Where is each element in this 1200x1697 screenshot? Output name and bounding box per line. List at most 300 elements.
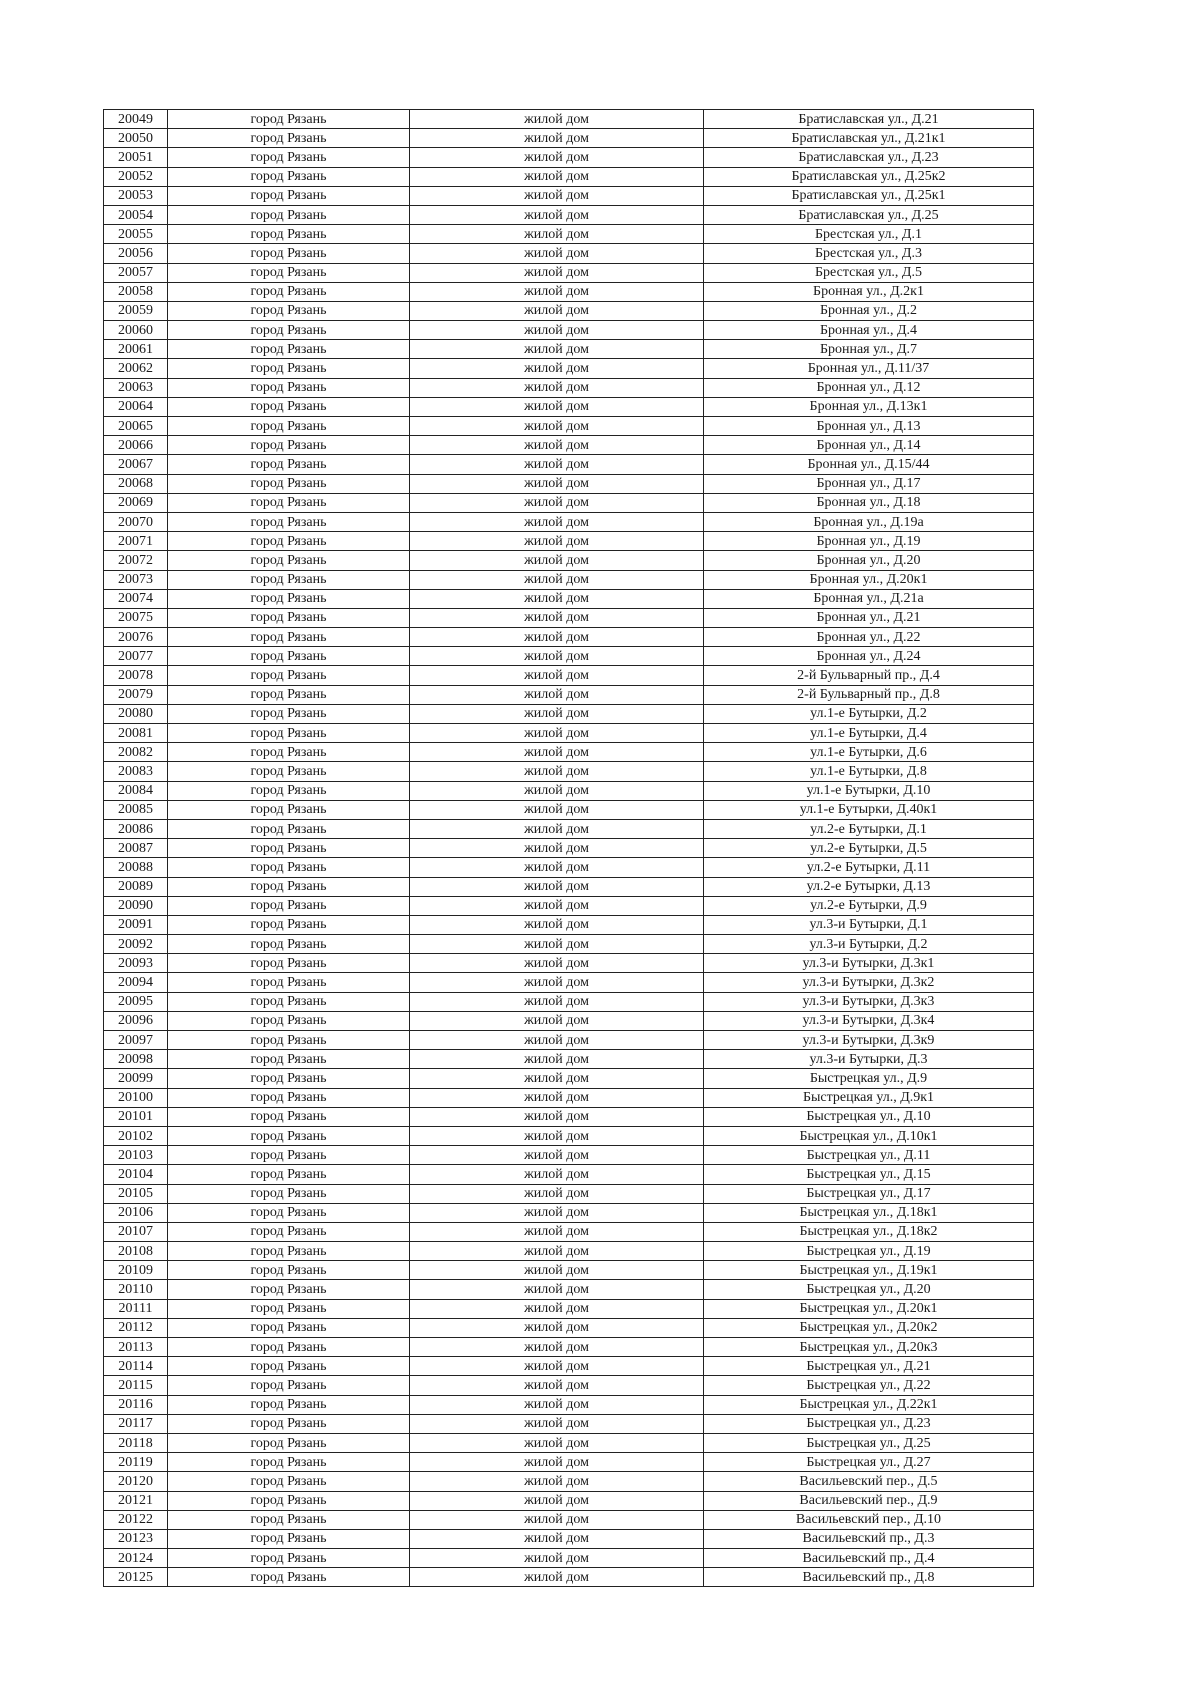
city-cell: город Рязань: [168, 1376, 410, 1395]
city-cell: город Рязань: [168, 1472, 410, 1491]
row-id-cell: 20089: [104, 877, 168, 896]
address-cell: Быстрецкая ул., Д.20к3: [704, 1338, 1034, 1357]
building-type-cell: жилой дом: [410, 647, 704, 666]
row-id-cell: 20081: [104, 724, 168, 743]
row-id-cell: 20113: [104, 1338, 168, 1357]
city-cell: город Рязань: [168, 762, 410, 781]
building-type-cell: жилой дом: [410, 1146, 704, 1165]
building-type-cell: жилой дом: [410, 1107, 704, 1126]
table-row: [104, 512, 1034, 531]
city-cell: город Рязань: [168, 570, 410, 589]
city-cell: город Рязань: [168, 110, 410, 129]
table-row: [104, 839, 1034, 858]
building-type-cell: жилой дом: [410, 1261, 704, 1280]
address-cell: Братиславская ул., Д.23: [704, 148, 1034, 167]
city-cell: город Рязань: [168, 781, 410, 800]
row-id-cell: 20062: [104, 359, 168, 378]
building-type-cell: жилой дом: [410, 1376, 704, 1395]
table-row: [104, 1414, 1034, 1433]
address-cell: Бронная ул., Д.13к1: [704, 397, 1034, 416]
table-row: [104, 263, 1034, 282]
table-row: [104, 148, 1034, 167]
table-row: [104, 205, 1034, 224]
address-cell: Бронная ул., Д.20: [704, 551, 1034, 570]
row-id-cell: 20109: [104, 1261, 168, 1280]
address-cell: Быстрецкая ул., Д.20к2: [704, 1318, 1034, 1337]
address-cell: Васильевский пр., Д.3: [704, 1529, 1034, 1548]
building-type-cell: жилой дом: [410, 839, 704, 858]
city-cell: город Рязань: [168, 1395, 410, 1414]
building-type-cell: жилой дом: [410, 512, 704, 531]
row-id-cell: 20060: [104, 321, 168, 340]
city-cell: город Рязань: [168, 858, 410, 877]
city-cell: город Рязань: [168, 819, 410, 838]
address-cell: Васильевский пер., Д.10: [704, 1510, 1034, 1529]
row-id-cell: 20105: [104, 1184, 168, 1203]
city-cell: город Рязань: [168, 1184, 410, 1203]
city-cell: город Рязань: [168, 1491, 410, 1510]
building-type-cell: жилой дом: [410, 858, 704, 877]
table-row: [104, 589, 1034, 608]
table-row: [104, 877, 1034, 896]
city-cell: город Рязань: [168, 455, 410, 474]
address-cell: Бронная ул., Д.18: [704, 493, 1034, 512]
row-id-cell: 20092: [104, 935, 168, 954]
table-row: [104, 397, 1034, 416]
address-cell: Бронная ул., Д.19: [704, 532, 1034, 551]
row-id-cell: 20102: [104, 1126, 168, 1145]
row-id-cell: 20103: [104, 1146, 168, 1165]
address-cell: ул.3-и Бутырки, Д.1: [704, 915, 1034, 934]
address-cell: ул.1-е Бутырки, Д.40к1: [704, 800, 1034, 819]
city-cell: город Рязань: [168, 205, 410, 224]
city-cell: город Рязань: [168, 321, 410, 340]
building-type-cell: жилой дом: [410, 724, 704, 743]
building-type-cell: жилой дом: [410, 896, 704, 915]
row-id-cell: 20117: [104, 1414, 168, 1433]
address-cell: Бронная ул., Д.20к1: [704, 570, 1034, 589]
building-type-cell: жилой дом: [410, 1433, 704, 1452]
table-row: [104, 436, 1034, 455]
row-id-cell: 20088: [104, 858, 168, 877]
row-id-cell: 20061: [104, 340, 168, 359]
address-cell: Бронная ул., Д.14: [704, 436, 1034, 455]
table-row: [104, 282, 1034, 301]
address-cell: Бронная ул., Д.17: [704, 474, 1034, 493]
address-cell: Быстрецкая ул., Д.20к1: [704, 1299, 1034, 1318]
city-cell: город Рязань: [168, 666, 410, 685]
city-cell: город Рязань: [168, 1510, 410, 1529]
row-id-cell: 20095: [104, 992, 168, 1011]
building-type-cell: жилой дом: [410, 1414, 704, 1433]
building-type-cell: жилой дом: [410, 1395, 704, 1414]
address-cell: Братиславская ул., Д.21к1: [704, 129, 1034, 148]
city-cell: город Рязань: [168, 493, 410, 512]
row-id-cell: 20091: [104, 915, 168, 934]
table-row: [104, 1549, 1034, 1568]
address-cell: Бронная ул., Д.7: [704, 340, 1034, 359]
table-row: [104, 1242, 1034, 1261]
city-cell: город Рязань: [168, 877, 410, 896]
city-cell: город Рязань: [168, 1414, 410, 1433]
table-row: [104, 858, 1034, 877]
city-cell: город Рязань: [168, 896, 410, 915]
building-type-cell: жилой дом: [410, 1472, 704, 1491]
building-type-cell: жилой дом: [410, 1529, 704, 1548]
row-id-cell: 20053: [104, 186, 168, 205]
address-cell: Бронная ул., Д.2: [704, 301, 1034, 320]
building-type-cell: жилой дом: [410, 129, 704, 148]
row-id-cell: 20118: [104, 1433, 168, 1452]
table-row: [104, 1146, 1034, 1165]
row-id-cell: 20096: [104, 1011, 168, 1030]
table-row: [104, 110, 1034, 129]
city-cell: город Рязань: [168, 167, 410, 186]
row-id-cell: 20100: [104, 1088, 168, 1107]
city-cell: город Рязань: [168, 628, 410, 647]
building-type-cell: жилой дом: [410, 935, 704, 954]
building-type-cell: жилой дом: [410, 282, 704, 301]
row-id-cell: 20121: [104, 1491, 168, 1510]
city-cell: город Рязань: [168, 1338, 410, 1357]
table-row: [104, 186, 1034, 205]
building-type-cell: жилой дом: [410, 455, 704, 474]
building-type-cell: жилой дом: [410, 1549, 704, 1568]
row-id-cell: 20108: [104, 1242, 168, 1261]
address-cell: Брестская ул., Д.3: [704, 244, 1034, 263]
building-type-cell: жилой дом: [410, 397, 704, 416]
building-type-cell: жилой дом: [410, 551, 704, 570]
address-cell: Быстрецкая ул., Д.21: [704, 1357, 1034, 1376]
city-cell: город Рязань: [168, 148, 410, 167]
row-id-cell: 20122: [104, 1510, 168, 1529]
building-type-cell: жилой дом: [410, 1069, 704, 1088]
address-cell: Быстрецкая ул., Д.15: [704, 1165, 1034, 1184]
table-row: [104, 474, 1034, 493]
building-type-cell: жилой дом: [410, 225, 704, 244]
address-cell: Быстрецкая ул., Д.9: [704, 1069, 1034, 1088]
table-row: [104, 167, 1034, 186]
building-type-cell: жилой дом: [410, 110, 704, 129]
table-row: [104, 570, 1034, 589]
city-cell: город Рязань: [168, 589, 410, 608]
row-id-cell: 20124: [104, 1549, 168, 1568]
table-row: [104, 1318, 1034, 1337]
table-row: [104, 915, 1034, 934]
table-row: [104, 1376, 1034, 1395]
table-row: [104, 992, 1034, 1011]
address-cell: ул.3-и Бутырки, Д.3к3: [704, 992, 1034, 1011]
building-type-cell: жилой дом: [410, 1510, 704, 1529]
city-cell: город Рязань: [168, 186, 410, 205]
table-row: [104, 896, 1034, 915]
city-cell: город Рязань: [168, 436, 410, 455]
building-type-cell: жилой дом: [410, 743, 704, 762]
city-cell: город Рязань: [168, 1568, 410, 1587]
address-cell: Васильевский пер., Д.9: [704, 1491, 1034, 1510]
table-row: [104, 781, 1034, 800]
city-cell: город Рязань: [168, 263, 410, 282]
building-type-cell: жилой дом: [410, 589, 704, 608]
address-cell: Быстрецкая ул., Д.25: [704, 1433, 1034, 1452]
table-row: [104, 743, 1034, 762]
city-cell: город Рязань: [168, 704, 410, 723]
building-type-cell: жилой дом: [410, 263, 704, 282]
address-cell: Быстрецкая ул., Д.19: [704, 1242, 1034, 1261]
table-row: [104, 666, 1034, 685]
row-id-cell: 20106: [104, 1203, 168, 1222]
building-type-cell: жилой дом: [410, 1299, 704, 1318]
address-cell: ул.2-е Бутырки, Д.11: [704, 858, 1034, 877]
city-cell: город Рязань: [168, 973, 410, 992]
city-cell: город Рязань: [168, 685, 410, 704]
building-type-cell: жилой дом: [410, 186, 704, 205]
table-row: [104, 378, 1034, 397]
city-cell: город Рязань: [168, 1126, 410, 1145]
table-row: [104, 359, 1034, 378]
address-cell: Быстрецкая ул., Д.19к1: [704, 1261, 1034, 1280]
building-type-cell: жилой дом: [410, 762, 704, 781]
table-row: [104, 1088, 1034, 1107]
address-cell: Бронная ул., Д.12: [704, 378, 1034, 397]
address-cell: ул.1-е Бутырки, Д.4: [704, 724, 1034, 743]
table-row: [104, 1453, 1034, 1472]
building-type-cell: жилой дом: [410, 1165, 704, 1184]
city-cell: город Рязань: [168, 1299, 410, 1318]
row-id-cell: 20110: [104, 1280, 168, 1299]
row-id-cell: 20071: [104, 532, 168, 551]
table-row: [104, 455, 1034, 474]
building-type-cell: жилой дом: [410, 1011, 704, 1030]
city-cell: город Рязань: [168, 915, 410, 934]
city-cell: город Рязань: [168, 1050, 410, 1069]
address-cell: Бронная ул., Д.19а: [704, 512, 1034, 531]
building-type-cell: жилой дом: [410, 148, 704, 167]
building-type-cell: жилой дом: [410, 474, 704, 493]
address-cell: Братиславская ул., Д.25к2: [704, 167, 1034, 186]
building-type-cell: жилой дом: [410, 685, 704, 704]
row-id-cell: 20079: [104, 685, 168, 704]
table-row: [104, 1031, 1034, 1050]
city-cell: город Рязань: [168, 1222, 410, 1241]
table-row: [104, 1338, 1034, 1357]
table-row: [104, 1357, 1034, 1376]
table-row: [104, 1011, 1034, 1030]
address-cell: Братиславская ул., Д.21: [704, 110, 1034, 129]
row-id-cell: 20065: [104, 417, 168, 436]
table-row: [104, 1126, 1034, 1145]
city-cell: город Рязань: [168, 359, 410, 378]
city-cell: город Рязань: [168, 1318, 410, 1337]
address-cell: Быстрецкая ул., Д.22к1: [704, 1395, 1034, 1414]
row-id-cell: 20070: [104, 512, 168, 531]
row-id-cell: 20064: [104, 397, 168, 416]
address-cell: ул.2-е Бутырки, Д.1: [704, 819, 1034, 838]
city-cell: город Рязань: [168, 1203, 410, 1222]
building-type-cell: жилой дом: [410, 992, 704, 1011]
city-cell: город Рязань: [168, 935, 410, 954]
table-row: [104, 1491, 1034, 1510]
building-type-cell: жилой дом: [410, 417, 704, 436]
city-cell: город Рязань: [168, 512, 410, 531]
address-cell: Брестская ул., Д.1: [704, 225, 1034, 244]
city-cell: город Рязань: [168, 992, 410, 1011]
city-cell: город Рязань: [168, 301, 410, 320]
row-id-cell: 20115: [104, 1376, 168, 1395]
building-type-cell: жилой дом: [410, 1280, 704, 1299]
table-row: [104, 1529, 1034, 1548]
row-id-cell: 20094: [104, 973, 168, 992]
table-row: [104, 301, 1034, 320]
city-cell: город Рязань: [168, 608, 410, 627]
city-cell: город Рязань: [168, 954, 410, 973]
address-cell: ул.2-е Бутырки, Д.13: [704, 877, 1034, 896]
table-row: [104, 647, 1034, 666]
table-row: [104, 1261, 1034, 1280]
building-type-cell: жилой дом: [410, 301, 704, 320]
address-cell: Быстрецкая ул., Д.18к1: [704, 1203, 1034, 1222]
address-cell: ул.1-е Бутырки, Д.10: [704, 781, 1034, 800]
table-row: [104, 935, 1034, 954]
table-row: [104, 1299, 1034, 1318]
address-cell: Брестская ул., Д.5: [704, 263, 1034, 282]
row-id-cell: 20111: [104, 1299, 168, 1318]
address-cell: Васильевский пр., Д.8: [704, 1568, 1034, 1587]
address-cell: Бронная ул., Д.21: [704, 608, 1034, 627]
address-table: [103, 109, 1034, 1587]
row-id-cell: 20080: [104, 704, 168, 723]
city-cell: город Рязань: [168, 1011, 410, 1030]
city-cell: город Рязань: [168, 1031, 410, 1050]
building-type-cell: жилой дом: [410, 1222, 704, 1241]
city-cell: город Рязань: [168, 1242, 410, 1261]
row-id-cell: 20072: [104, 551, 168, 570]
table-row: [104, 1203, 1034, 1222]
building-type-cell: жилой дом: [410, 628, 704, 647]
address-cell: Быстрецкая ул., Д.10: [704, 1107, 1034, 1126]
table-row: [104, 704, 1034, 723]
city-cell: город Рязань: [168, 1453, 410, 1472]
row-id-cell: 20050: [104, 129, 168, 148]
table-row: [104, 340, 1034, 359]
city-cell: город Рязань: [168, 397, 410, 416]
building-type-cell: жилой дом: [410, 1242, 704, 1261]
city-cell: город Рязань: [168, 724, 410, 743]
row-id-cell: 20076: [104, 628, 168, 647]
row-id-cell: 20084: [104, 781, 168, 800]
building-type-cell: жилой дом: [410, 532, 704, 551]
address-cell: ул.3-и Бутырки, Д.3к9: [704, 1031, 1034, 1050]
table-row: [104, 1280, 1034, 1299]
row-id-cell: 20090: [104, 896, 168, 915]
address-cell: ул.3-и Бутырки, Д.2: [704, 935, 1034, 954]
address-cell: Быстрецкая ул., Д.23: [704, 1414, 1034, 1433]
table-row: [104, 1165, 1034, 1184]
row-id-cell: 20087: [104, 839, 168, 858]
table-row: [104, 417, 1034, 436]
city-cell: город Рязань: [168, 1069, 410, 1088]
address-cell: ул.1-е Бутырки, Д.2: [704, 704, 1034, 723]
city-cell: город Рязань: [168, 225, 410, 244]
building-type-cell: жилой дом: [410, 1203, 704, 1222]
building-type-cell: жилой дом: [410, 1338, 704, 1357]
row-id-cell: 20063: [104, 378, 168, 397]
table-row: [104, 1510, 1034, 1529]
address-cell: Быстрецкая ул., Д.17: [704, 1184, 1034, 1203]
address-cell: Быстрецкая ул., Д.20: [704, 1280, 1034, 1299]
address-cell: Бронная ул., Д.24: [704, 647, 1034, 666]
building-type-cell: жилой дом: [410, 493, 704, 512]
row-id-cell: 20083: [104, 762, 168, 781]
address-cell: Быстрецкая ул., Д.18к2: [704, 1222, 1034, 1241]
row-id-cell: 20125: [104, 1568, 168, 1587]
table-row: [104, 532, 1034, 551]
building-type-cell: жилой дом: [410, 321, 704, 340]
address-cell: Бронная ул., Д.21а: [704, 589, 1034, 608]
city-cell: город Рязань: [168, 417, 410, 436]
row-id-cell: 20057: [104, 263, 168, 282]
row-id-cell: 20086: [104, 819, 168, 838]
table-row: [104, 1433, 1034, 1452]
building-type-cell: жилой дом: [410, 1050, 704, 1069]
building-type-cell: жилой дом: [410, 800, 704, 819]
row-id-cell: 20112: [104, 1318, 168, 1337]
row-id-cell: 20077: [104, 647, 168, 666]
address-cell: Бронная ул., Д.22: [704, 628, 1034, 647]
address-cell: Бронная ул., Д.11/37: [704, 359, 1034, 378]
row-id-cell: 20075: [104, 608, 168, 627]
city-cell: город Рязань: [168, 1261, 410, 1280]
address-cell: Братиславская ул., Д.25к1: [704, 186, 1034, 205]
address-cell: 2-й Бульварный пр., Д.8: [704, 685, 1034, 704]
address-cell: Бронная ул., Д.2к1: [704, 282, 1034, 301]
row-id-cell: 20073: [104, 570, 168, 589]
city-cell: город Рязань: [168, 129, 410, 148]
city-cell: город Рязань: [168, 1357, 410, 1376]
city-cell: город Рязань: [168, 340, 410, 359]
building-type-cell: жилой дом: [410, 340, 704, 359]
city-cell: город Рязань: [168, 551, 410, 570]
table-row: [104, 493, 1034, 512]
building-type-cell: жилой дом: [410, 954, 704, 973]
row-id-cell: 20101: [104, 1107, 168, 1126]
table-row: [104, 724, 1034, 743]
row-id-cell: 20049: [104, 110, 168, 129]
row-id-cell: 20099: [104, 1069, 168, 1088]
address-cell: Быстрецкая ул., Д.22: [704, 1376, 1034, 1395]
building-type-cell: жилой дом: [410, 378, 704, 397]
building-type-cell: жилой дом: [410, 704, 704, 723]
city-cell: город Рязань: [168, 1549, 410, 1568]
building-type-cell: жилой дом: [410, 1184, 704, 1203]
row-id-cell: 20056: [104, 244, 168, 263]
building-type-cell: жилой дом: [410, 819, 704, 838]
table-row: [104, 1472, 1034, 1491]
row-id-cell: 20068: [104, 474, 168, 493]
address-cell: ул.2-е Бутырки, Д.5: [704, 839, 1034, 858]
row-id-cell: 20052: [104, 167, 168, 186]
city-cell: город Рязань: [168, 1107, 410, 1126]
row-id-cell: 20098: [104, 1050, 168, 1069]
address-cell: Быстрецкая ул., Д.9к1: [704, 1088, 1034, 1107]
building-type-cell: жилой дом: [410, 1318, 704, 1337]
table-row: [104, 800, 1034, 819]
table-row: [104, 551, 1034, 570]
building-type-cell: жилой дом: [410, 1453, 704, 1472]
building-type-cell: жилой дом: [410, 205, 704, 224]
row-id-cell: 20085: [104, 800, 168, 819]
table-row: [104, 762, 1034, 781]
